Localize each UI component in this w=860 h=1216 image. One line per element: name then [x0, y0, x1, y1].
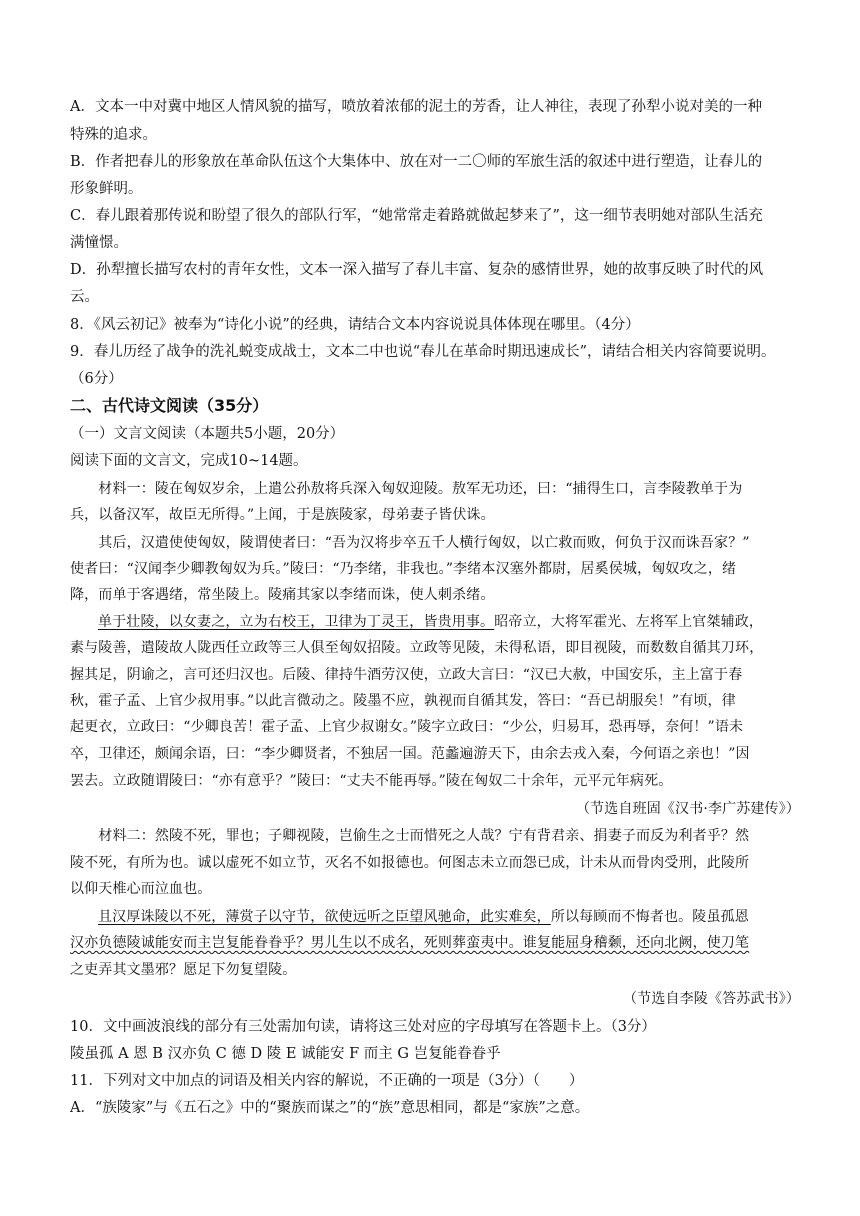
- option-c-line-2: 满憧憬。: [70, 235, 128, 251]
- question-9-line-1: 9．春儿历经了战争的洗礼蜕变成战士，文本二中也说“春儿在革命时期迅速成长”，请结合相关内容简要说明。: [70, 344, 776, 360]
- question-11-option-a: A．“族陵家”与《五石之》中的“聚族而谋之”的“族”意思相同，都是“家族”之意。: [70, 1100, 590, 1116]
- passage-text: 昭帝立，大将军霍光、左将军上官桀辅政，: [494, 614, 764, 630]
- passage-line: 握其足，阴谕之，言可还归汉也。后陵、律持牛酒劳汉使，立政大言曰：“汉已大赦，中国安乐，主上富于春: [70, 667, 743, 683]
- option-a-line-2: 特殊的追求。: [70, 127, 157, 143]
- passage-line: 使者曰：“汉闻李少卿教匈奴为兵。”陵曰：“乃李绪，非我也。”李绪本汉塞外都尉，居奚侯城，匈奴攻之，绪: [70, 561, 737, 577]
- passage-line: 之吏弄其文墨邪？愿足下勿复望陵。: [70, 962, 297, 978]
- passage-line: 素与陵善，遣陵故人陇西任立政等三人俱至匈奴招陵。立政等见陵，未得私语，即目视陵，而数数自循其刀环，: [70, 640, 764, 656]
- subsection-heading: （一）文言文阅读（本题共5小题，20分）: [70, 426, 345, 442]
- passage-text: 所以每顾而不悔者也。陵虽孤恩: [550, 909, 749, 925]
- option-a-line-1: A．文本一中对冀中地区人情风貌的描写，喷放着浓郁的泥土的芳香，让人神往，表现了孙犁小说对美的一种: [70, 99, 762, 115]
- passage-line: 陵不死，有所为也。诚以虚死不如立节，灭名不如报德也。何图志未立而怨已成，计未从而骨肉受刑，此陵所: [70, 855, 750, 871]
- passage-line: 秋，霍子孟、上官少叔用事。”以此言微动之。陵墨不应，孰视而自循其发，答曰：“吾已胡服矣！”有顷，律: [70, 693, 736, 709]
- option-b-line-1: B．作者把春儿的形象放在革命队伍这个大集体中、放在对一二〇师的军旅生活的叙述中进行塑造，让春儿的: [70, 154, 763, 170]
- option-c-line-1: C．春儿跟着那传说和盼望了很久的部队行军，“她常常走着路就做起梦来了”，这一细节表明她对部队生活充: [70, 208, 763, 224]
- underlined-sentence: 且汉厚诛陵以不死，薄赏子以守节，欲使远听之臣望风驰命，此实难矣，: [98, 909, 551, 925]
- source-citation-2: （节选自李陵《答苏武书》）: [623, 991, 800, 1007]
- passage-line: 其后，汉遣使使匈奴，陵谓使者曰：“吾为汉将步卒五千人横行匈奴，以亡救而败，何负于汉而诛吾家？”: [70, 535, 750, 551]
- source-citation-1: （节选自班固《汉书·李广苏建传》）: [576, 801, 800, 817]
- passage-line-wavy: [70, 932, 800, 954]
- passage-line-underlined: [70, 611, 800, 633]
- option-d-line-2: 云。: [70, 289, 99, 305]
- passage-line-underlined: [70, 906, 800, 928]
- question-8: 8．《风云初记》被奉为“诗化小说”的经典，请结合文本内容说说具体体现在哪里。（4分）: [70, 317, 640, 333]
- passage-line: 以仰天椎心而泣血也。: [70, 881, 212, 897]
- question-9-line-2: （6分）: [70, 371, 123, 387]
- passage-line: 降，而单于客遇绪，常坐陵上。陵痛其家以李绪而诛，使人刺杀绪。: [70, 587, 495, 603]
- wavy-underlined-text: 汉亦负德陵诚能安而主岂复能眷眷乎？男儿生以不成名，死则葬蛮夷中。谁复能屈身稽颡，还向北阙，使刀笔: [70, 935, 750, 951]
- option-d-line-1: D．孙犁擅长描写农村的青年女性，文本一深入描写了春儿丰富、复杂的感情世界，她的故事反映了时代的风: [70, 262, 764, 278]
- question-11: 11．下列对文中加点的词语及相关内容的解说，不正确的一项是（3分）（ ）: [70, 1073, 584, 1089]
- passage-line: 罢去。立政随谓陵曰：“亦有意乎？”陵曰：“丈夫不能再辱。”陵在匈奴二十余年，元平元年病死。: [70, 773, 673, 789]
- question-10: 10．文中画波浪线的部分有三处需加句读，请将这三处对应的字母填写在答题卡上。（3分）: [70, 1019, 656, 1035]
- passage-line: 起更衣，立政曰：“少卿良苦！霍子孟、上官少叔谢女。”陵字立政曰：“少公，归易耳，恐再辱，奈何！”语未: [70, 719, 744, 735]
- passage-line: 材料一：陵在匈奴岁余，上遣公孙敖将兵深入匈奴迎陵。敖军无功还，曰：“捕得生口，言李陵教单于为: [70, 481, 743, 497]
- option-b-line-2: 形象鲜明。: [70, 181, 143, 197]
- reading-instruction: 阅读下面的文言文，完成10~14题。: [70, 453, 308, 469]
- underlined-sentence: 单于壮陵，以女妻之，立为右校王，卫律为丁灵王，皆贵用事。: [98, 614, 495, 630]
- section-heading: 二、古代诗文阅读（35分）: [70, 396, 269, 415]
- passage-line: 卒，卫律还，颇闻余语，曰：“李少卿贤者，不独居一国。范蠡遍游天下，由余去戎入秦，今何语之亲也！”因: [70, 746, 750, 762]
- passage-line: 兵，以备汉军，故臣无所得。”上闻，于是族陵家，母弟妻子皆伏诛。: [70, 507, 495, 523]
- passage-line: 材料二：然陵不死，罪也；子卿视陵，岂偷生之士而惜死之人哉？宁有背君亲、捐妻子而反为利者乎？然: [70, 828, 750, 844]
- question-10-options: 陵虽孤 A 恩 B 汉亦负 C 德 D 陵 E 诚能安 F 而主 G 岂复能眷眷乎: [70, 1046, 501, 1062]
